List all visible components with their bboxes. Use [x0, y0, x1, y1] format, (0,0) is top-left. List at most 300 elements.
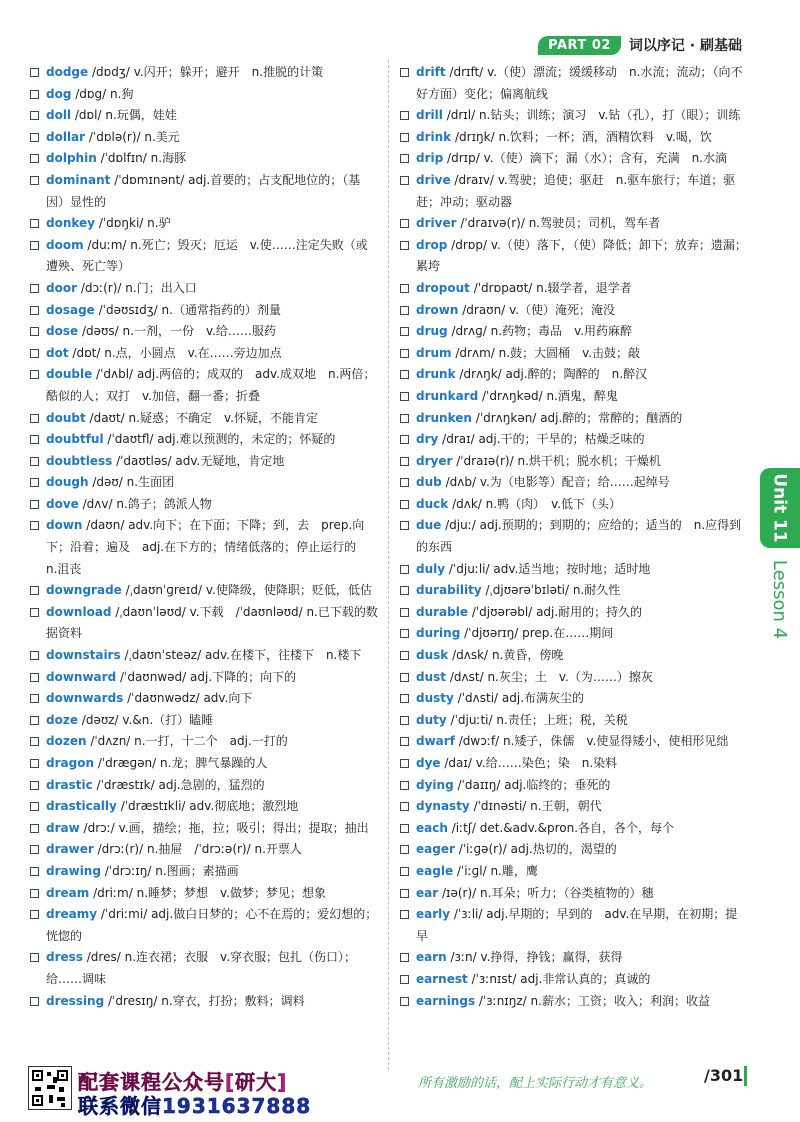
- vocab-word: download: [46, 604, 112, 619]
- checkbox-icon[interactable]: [400, 975, 409, 984]
- definition: adv.彻底地；激烈地: [189, 799, 299, 814]
- phonetic: /dwɔːf/: [458, 734, 500, 749]
- vocab-entry: [400, 213, 748, 235]
- phonetic: /ˈɜːnɪst/: [471, 971, 517, 986]
- vocab-entry: [400, 148, 748, 170]
- phonetic: /drɔː/: [83, 820, 115, 835]
- vocab-entry: [30, 148, 378, 170]
- definition: n.连衣裙；衣服 v.穿衣服；包扎（伤口）；给……调味: [46, 950, 357, 986]
- checkbox-icon[interactable]: [400, 889, 409, 898]
- phonetic: /ˈdjuːli/: [448, 561, 490, 576]
- phonetic: /ˈdraɪvə(r)/: [460, 216, 525, 231]
- vocab-entry: [400, 667, 748, 689]
- checkbox-icon[interactable]: [30, 845, 39, 854]
- vocab-word: doom: [46, 237, 84, 252]
- checkbox-icon[interactable]: [400, 651, 409, 660]
- checkbox-icon[interactable]: [30, 759, 39, 768]
- phonetic: /ˈdjʊərɪŋ/: [464, 626, 519, 641]
- vocab-entry: [30, 991, 378, 1013]
- phonetic: /ˈdɒlfɪn/: [100, 151, 147, 166]
- phonetic: /djuː/: [445, 518, 476, 533]
- vocab-word: dozen: [46, 734, 87, 749]
- checkbox-icon[interactable]: [30, 781, 39, 790]
- definition: adj.两倍的；成双的 adv.成双地 n.两倍；酷似的人；双打 v.加倍，翻一番；折叠: [46, 367, 376, 403]
- checkbox-icon[interactable]: [30, 802, 39, 811]
- definition: adj.热切的，渴望的: [510, 842, 617, 857]
- phonetic: /ˈdaʊnwəd/: [119, 669, 187, 684]
- vocab-entry: [400, 127, 748, 149]
- vocab-entry: [400, 278, 748, 300]
- vocab-word: during: [416, 626, 461, 641]
- definition: n.黄昏，傍晚: [491, 648, 564, 663]
- definition: v.为（电影等）配音；给……起绰号: [479, 475, 670, 490]
- definition: v.（使）淹死；淹没: [509, 302, 616, 317]
- phonetic: /duːm/: [87, 237, 127, 252]
- checkbox-icon[interactable]: [30, 219, 39, 228]
- checkbox-icon[interactable]: [30, 327, 39, 336]
- definition: n.耳朵；听力；（谷类植物的）穗: [480, 885, 654, 900]
- definition: n.薪水；工资；收入；利润；收益: [530, 993, 710, 1008]
- vocab-entry: [400, 494, 748, 516]
- phonetic: /drɪl/: [446, 108, 476, 123]
- definition: n.点，小圆点 v.在……旁边加点: [104, 345, 282, 360]
- phonetic: /drɔː(r)/: [97, 842, 144, 857]
- definition: n.鸽子；鸽派人物: [116, 496, 212, 511]
- vocab-entry: [400, 883, 748, 905]
- definition: n.死亡；毁灭；厄运 v.使……注定失败（或遭殃、死亡等）: [46, 237, 368, 274]
- definition: n.生面团: [126, 475, 175, 490]
- checkbox-icon[interactable]: [400, 349, 409, 358]
- checkbox-icon[interactable]: [30, 349, 39, 358]
- checkbox-icon[interactable]: [30, 910, 39, 919]
- checkbox-icon[interactable]: [30, 673, 39, 682]
- checkbox-icon[interactable]: [400, 414, 409, 423]
- vocab-word: doubt: [46, 410, 86, 425]
- lesson-label-box: [760, 548, 800, 650]
- definition: adj.非常认真的；真诚的: [520, 971, 651, 986]
- phonetic: /ˈdaɪɪŋ/: [457, 777, 501, 792]
- vocab-entry: [30, 796, 378, 818]
- definition: adj.急剧的，猛烈的: [158, 777, 265, 792]
- vocab-word: downgrade: [46, 583, 122, 598]
- vocab-entry: [30, 645, 378, 667]
- vocab-entry: [400, 861, 748, 883]
- definition: v.挣得，挣钱；赢得，获得: [480, 950, 623, 965]
- vocab-word: drawer: [46, 842, 94, 857]
- phonetic: /dɒl/: [74, 108, 102, 123]
- definition: adj.难以预测的，未定的；怀疑的: [157, 432, 336, 447]
- vocab-entry: [30, 105, 378, 127]
- checkbox-icon[interactable]: [30, 716, 39, 725]
- vocab-entry: [30, 775, 378, 797]
- checkbox-icon[interactable]: [30, 90, 39, 99]
- definition: adv.无疑地，肯定地: [175, 453, 285, 468]
- vocab-entry: [400, 386, 748, 408]
- checkbox-icon[interactable]: [30, 997, 39, 1006]
- checkbox-icon[interactable]: [30, 457, 39, 466]
- phonetic: /dəʊ/: [92, 475, 123, 490]
- definition: n.玩偶，娃娃: [105, 108, 177, 123]
- checkbox-icon[interactable]: [400, 68, 409, 77]
- vocab-word: downwards: [46, 691, 124, 706]
- vocab-entry: [30, 429, 378, 451]
- definition: n.门；出入口: [125, 280, 197, 295]
- checkbox-icon[interactable]: [30, 176, 39, 185]
- phonetic: /ˌdaʊnˈsteəz/: [124, 648, 202, 663]
- vocab-word: drug: [416, 324, 448, 339]
- definition: n.一打，十二个 adj.一打的: [134, 734, 288, 749]
- checkbox-icon[interactable]: [400, 176, 409, 185]
- vocab-word: drown: [416, 302, 459, 317]
- definition: adj.预期的；到期的；应给的；适当的 n.应得到的东西: [416, 518, 742, 555]
- checkbox-icon[interactable]: [30, 370, 39, 379]
- vocab-word: doll: [46, 108, 72, 123]
- checkbox-icon[interactable]: [30, 133, 39, 142]
- checkbox-icon[interactable]: [400, 629, 409, 638]
- column-divider: [388, 60, 389, 1070]
- vocab-entry: [400, 775, 748, 797]
- vocab-word: each: [416, 820, 448, 835]
- phonetic: /draɪv/: [454, 172, 494, 187]
- vocab-entry: [30, 818, 378, 840]
- phonetic: /ˈɜːli/: [453, 907, 483, 922]
- checkbox-icon[interactable]: [400, 457, 409, 466]
- checkbox-icon[interactable]: [30, 68, 39, 77]
- phonetic: /ˈdaʊnwədz/: [127, 691, 200, 706]
- vocab-entry: [400, 472, 748, 494]
- vocab-entry: [400, 170, 748, 213]
- definition: n.烘干机；脱水机；干燥机: [517, 453, 661, 468]
- phonetic: /drɒp/: [451, 237, 488, 252]
- vocab-word: dryer: [416, 453, 453, 468]
- phonetic: /ˈdaʊtləs/: [116, 453, 172, 468]
- vocab-entry: [400, 429, 748, 451]
- definition: n.抽屉 /ˈdrɔːə(r)/ n.开票人: [146, 842, 302, 857]
- vocab-word: drive: [416, 172, 451, 187]
- lesson-label: Lesson 4: [769, 559, 791, 639]
- checkbox-icon[interactable]: [400, 586, 409, 595]
- vocab-entry: [400, 969, 748, 991]
- checkbox-icon[interactable]: [400, 219, 409, 228]
- vocab-word: drum: [416, 345, 452, 360]
- phonetic: /dɔː(r)/: [80, 280, 122, 295]
- vocab-entry: [30, 84, 378, 106]
- checkbox-icon[interactable]: [30, 306, 39, 315]
- checkbox-icon[interactable]: [400, 435, 409, 444]
- definition: adj.布满灰尘的: [501, 691, 585, 706]
- checkbox-icon[interactable]: [30, 651, 39, 660]
- checkbox-icon[interactable]: [400, 824, 409, 833]
- vocab-entry: [30, 235, 378, 278]
- vocab-word: donkey: [46, 216, 95, 231]
- checkbox-icon[interactable]: [400, 478, 409, 487]
- checkbox-icon[interactable]: [30, 284, 39, 293]
- qr-code-icon: [28, 1066, 72, 1110]
- checkbox-icon[interactable]: [400, 241, 409, 250]
- phonetic: /dʌb/: [445, 475, 476, 490]
- definition: n.矮子，侏儒 v.使显得矮小，使相形见绌: [502, 734, 729, 749]
- definition: n.图画；素描画: [155, 863, 239, 878]
- phonetic: /dʌv/: [82, 496, 113, 511]
- phonetic: /ˈiːɡə(r)/: [458, 842, 507, 857]
- vocab-word: drunk: [416, 367, 456, 382]
- checkbox-icon[interactable]: [30, 953, 39, 962]
- phonetic: /ˈdræɡən/: [97, 756, 157, 770]
- vocab-word: dog: [46, 86, 72, 101]
- part-badge: PART 02: [538, 36, 621, 55]
- definition: adj.首要的；占支配地位的；（基因）显性的: [46, 172, 361, 209]
- phonetic: /ˈdəʊsɪdʒ/: [98, 302, 158, 317]
- vocab-word: dominant: [46, 172, 111, 187]
- phonetic: /drʌŋk/: [459, 367, 502, 382]
- vocab-entry: [30, 515, 378, 580]
- definition: v.（使）滴下；漏（水）；含有，充满 n.水滴: [483, 151, 727, 166]
- vocab-word: drastic: [46, 777, 93, 792]
- checkbox-icon[interactable]: [400, 997, 409, 1006]
- vocab-entry: [30, 343, 378, 365]
- checkbox-icon[interactable]: [30, 737, 39, 746]
- checkbox-icon[interactable]: [400, 565, 409, 574]
- vocab-word: dodge: [46, 65, 89, 79]
- vocab-entry: [400, 602, 748, 624]
- vocab-word: drunken: [416, 410, 472, 425]
- vocab-word: dollar: [46, 129, 86, 144]
- right-column: [400, 62, 748, 1012]
- phonetic: /ˈdɒmɪnənt/: [114, 172, 185, 187]
- definition: adj.耐用的；持久的: [536, 604, 643, 619]
- vocab-entry: [400, 731, 748, 753]
- vocab-word: draw: [46, 820, 80, 835]
- phonetic: /dʌsk/: [452, 648, 489, 663]
- vocab-entry: [30, 451, 378, 473]
- phonetic: /dʌst/: [449, 669, 484, 684]
- vocab-word: dragon: [46, 756, 94, 770]
- phonetic: /ˈdjʊərəbl/: [471, 604, 533, 619]
- checkbox-icon[interactable]: [400, 781, 409, 790]
- checkbox-icon[interactable]: [400, 673, 409, 682]
- phonetic: /ˈiːɡl/: [456, 863, 487, 878]
- phonetic: /dres/: [86, 950, 121, 965]
- vocab-entry: [400, 839, 748, 861]
- phonetic: /ˈdrɒpaʊt/: [473, 280, 533, 295]
- vocab-word: doubtless: [46, 453, 113, 468]
- vocab-entry: [400, 904, 748, 947]
- checkbox-icon[interactable]: [30, 435, 39, 444]
- phonetic: /ˈdraɪə(r)/: [456, 453, 514, 468]
- vocab-entry: [400, 796, 748, 818]
- vocab-entry: [30, 472, 378, 494]
- checkbox-icon[interactable]: [30, 500, 39, 509]
- phonetic: /dɒt/: [72, 345, 101, 360]
- phonetic: /ˌdaʊnˈɡreɪd/: [125, 583, 203, 598]
- checkbox-icon[interactable]: [400, 759, 409, 768]
- phonetic: /ˈdriːmi/: [100, 907, 148, 922]
- definition: adv.向下: [203, 691, 253, 706]
- vocab-entry: [400, 235, 748, 278]
- promo-line-1: 配套课程公众号[研大]: [78, 1070, 288, 1094]
- definition: adj.干的；干旱的；枯燥乏味的: [478, 432, 645, 447]
- checkbox-icon[interactable]: [30, 608, 39, 617]
- checkbox-icon[interactable]: [30, 241, 39, 250]
- checkbox-icon[interactable]: [30, 824, 39, 833]
- phonetic: /drɪŋk/: [454, 129, 495, 144]
- definition: n.王朝，朝代: [530, 799, 602, 814]
- phonetic: /ˈdresɪŋ/: [108, 993, 158, 1008]
- checkbox-icon[interactable]: [400, 306, 409, 315]
- definition: adj.早期的；早到的 adv.在早期，在初期；提早: [416, 907, 738, 943]
- vocab-entry: [400, 105, 748, 127]
- checkbox-icon[interactable]: [30, 521, 39, 530]
- phonetic: /dəʊs/: [81, 324, 119, 339]
- phonetic: /dɒdʒ/: [91, 65, 130, 79]
- checkbox-icon[interactable]: [30, 586, 39, 595]
- definition: n.责任；上班；税，关税: [496, 712, 628, 727]
- checkbox-icon[interactable]: [30, 414, 39, 423]
- vocab-entry: [30, 947, 378, 990]
- vocab-word: dot: [46, 345, 69, 360]
- checkbox-icon[interactable]: [400, 133, 409, 142]
- definition: n.药物；毒品 v.用药麻醉: [490, 324, 633, 339]
- definition: n.酒鬼，醉鬼: [546, 388, 618, 403]
- vocab-entry: [30, 321, 378, 343]
- checkbox-icon[interactable]: [400, 608, 409, 617]
- checkbox-icon[interactable]: [400, 154, 409, 163]
- checkbox-icon[interactable]: [400, 500, 409, 509]
- vocab-word: duck: [416, 496, 449, 511]
- vocab-entry: [400, 947, 748, 969]
- checkbox-icon[interactable]: [400, 284, 409, 293]
- vocab-word: durability: [416, 583, 482, 598]
- checkbox-icon[interactable]: [30, 867, 39, 876]
- checkbox-icon[interactable]: [30, 478, 39, 487]
- definition: adv.向下；在下面；下降；到，去 prep.向下；沿着；遍及 adj.在下方的；情绪低落的；停止运行的 n.沮丧: [46, 518, 369, 576]
- definition: n.美元: [144, 129, 180, 144]
- vocab-entry: [400, 408, 748, 430]
- definition: n.辍学者，退学者: [536, 280, 632, 295]
- checkbox-icon[interactable]: [30, 889, 39, 898]
- vocab-word: earn: [416, 950, 447, 965]
- vocab-word: durable: [416, 604, 468, 619]
- checkbox-icon[interactable]: [400, 111, 409, 120]
- vocab-entry: [400, 753, 748, 775]
- vocab-entry: [30, 127, 378, 149]
- vocab-entry: [30, 170, 378, 213]
- definition: n.鸭（肉） v.低下（头）: [485, 496, 622, 511]
- definition: adv.适当地；按时地；适时地: [493, 561, 651, 576]
- vocab-entry: [400, 343, 748, 365]
- vocab-word: eager: [416, 842, 455, 857]
- vocab-entry: [30, 300, 378, 322]
- vocab-word: ear: [416, 885, 439, 900]
- definition: v.闪开；躲开；避开 n.推脱的计策: [133, 65, 324, 79]
- phonetic: /iːtʃ/: [451, 820, 476, 835]
- vocab-word: driver: [416, 216, 457, 231]
- checkbox-icon[interactable]: [30, 694, 39, 703]
- vocab-word: drunkard: [416, 388, 479, 403]
- checkbox-icon[interactable]: [400, 737, 409, 746]
- checkbox-icon[interactable]: [400, 867, 409, 876]
- vocab-word: dwarf: [416, 734, 455, 749]
- definition: adj.临终的；垂死的: [504, 777, 611, 792]
- checkbox-icon[interactable]: [400, 910, 409, 919]
- checkbox-icon[interactable]: [30, 111, 39, 120]
- checkbox-icon[interactable]: [400, 521, 409, 530]
- promo-line-2: 联系微信1931637888: [78, 1094, 312, 1118]
- vocab-word: drill: [416, 108, 443, 123]
- vocab-word: dream: [46, 885, 90, 900]
- definition: v.（使）落下，（使）降低；卸下；放弃；遗漏；累垮: [416, 237, 747, 274]
- checkbox-icon[interactable]: [400, 802, 409, 811]
- page-number-bar: [744, 1066, 747, 1086]
- vocab-entry: [400, 300, 748, 322]
- checkbox-icon[interactable]: [400, 392, 409, 401]
- footer-motto: 所有激励的话，配上实际行动才有意义。: [418, 1076, 653, 1091]
- page-number: /301: [704, 1066, 744, 1085]
- vocab-word: dynasty: [416, 799, 470, 814]
- vocab-entry: [30, 278, 378, 300]
- phonetic: /ˈɜːnɪŋz/: [478, 993, 527, 1008]
- vocab-entry: [400, 559, 748, 581]
- checkbox-icon[interactable]: [400, 845, 409, 854]
- phonetic: /ˈdɒlə(r)/: [88, 129, 141, 144]
- vocab-entry: [400, 818, 748, 840]
- checkbox-icon[interactable]: [400, 694, 409, 703]
- definition: n.钻头；训练；演习 v.钻（孔），打（眼）；训练: [478, 108, 741, 123]
- vocab-word: dreamy: [46, 907, 98, 922]
- header-title: 词以序记 · 刷基础: [628, 38, 742, 54]
- vocab-entry: [30, 731, 378, 753]
- page-header: [538, 34, 742, 56]
- definition: n.睡梦；梦想 v.做梦；梦见；想象: [136, 885, 327, 900]
- vocab-entry: [400, 580, 748, 602]
- definition: v.画，描绘；拖，拉；吸引；得出；提取；抽出: [118, 820, 369, 835]
- vocab-word: drip: [416, 151, 444, 166]
- vocab-word: doubtful: [46, 432, 104, 447]
- definition: n.耐久性: [572, 583, 621, 598]
- vocab-word: dye: [416, 756, 441, 770]
- vocab-entry: [30, 710, 378, 732]
- phonetic: /daʊt/: [89, 410, 125, 425]
- checkbox-icon[interactable]: [400, 716, 409, 725]
- phonetic: /ɜːn/: [450, 950, 477, 965]
- checkbox-icon[interactable]: [400, 953, 409, 962]
- vocab-word: downward: [46, 669, 117, 684]
- definition: n.狗: [110, 86, 134, 101]
- vocab-entry: [30, 364, 378, 407]
- definition: n.雕，鹰: [490, 863, 538, 878]
- vocab-word: drift: [416, 65, 446, 79]
- vocab-entry: [400, 991, 748, 1013]
- checkbox-icon[interactable]: [400, 370, 409, 379]
- phonetic: /dɒg/: [75, 86, 107, 101]
- vocab-word: dry: [416, 432, 439, 447]
- definition: v.驾驶；追使；驱赶 n.驱车旅行；车道；驱赶；冲动；驱动器: [416, 172, 736, 209]
- left-column: [30, 62, 378, 1012]
- definition: n.穿衣，打扮；敷料；调料: [161, 993, 305, 1008]
- definition: n.驴: [147, 216, 171, 231]
- vocab-word: double: [46, 367, 93, 382]
- definition: n.海豚: [150, 151, 187, 166]
- vocab-entry: [400, 623, 748, 645]
- phonetic: /ˈdaʊtfl/: [107, 432, 154, 447]
- vocab-word: dropout: [416, 280, 470, 295]
- checkbox-icon[interactable]: [400, 327, 409, 336]
- checkbox-icon[interactable]: [30, 154, 39, 163]
- definition: v.&n.（打）瞌睡: [122, 712, 214, 727]
- vocab-word: drawing: [46, 863, 101, 878]
- vocab-entry: [400, 645, 748, 667]
- phonetic: /daʊn/: [86, 518, 125, 533]
